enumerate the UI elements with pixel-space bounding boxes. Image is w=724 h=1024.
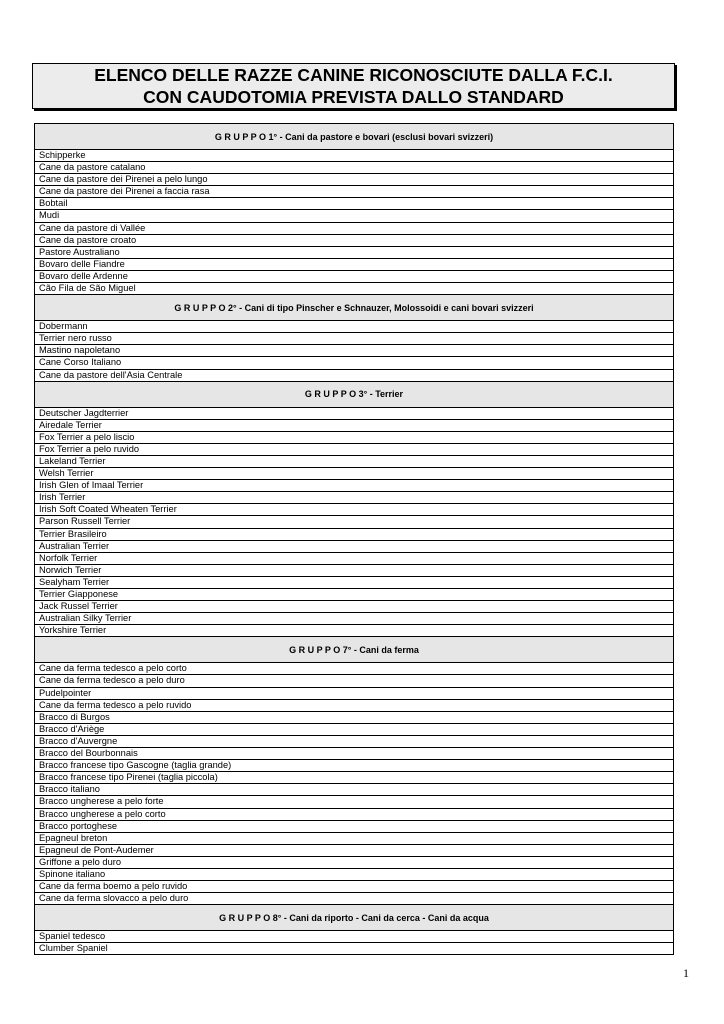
breed-row: Irish Glen of Imaal Terrier xyxy=(35,480,673,492)
breed-row: Bovaro delle Ardenne xyxy=(35,271,673,283)
breed-row: Cane da pastore catalano xyxy=(35,162,673,174)
breed-row: Pastore Australiano xyxy=(35,247,673,259)
breed-row: Spaniel tedesco xyxy=(35,931,673,943)
breed-row: Bracco portoghese xyxy=(35,821,673,833)
breed-row: Bracco italiano xyxy=(35,784,673,796)
breed-row: Fox Terrier a pelo liscio xyxy=(35,432,673,444)
breed-row: Bracco d'Auvergne xyxy=(35,736,673,748)
breed-row: Spinone italiano xyxy=(35,869,673,881)
breed-row: Epagneul breton xyxy=(35,833,673,845)
breed-row: Welsh Terrier xyxy=(35,468,673,480)
document-title-line-1: ELENCO DELLE RAZZE CANINE RICONOSCIUTE DALLA F.C.I. xyxy=(94,65,613,85)
breed-row: Bracco del Bourbonnais xyxy=(35,748,673,760)
page-number: 1 xyxy=(683,966,689,980)
breed-row: Bobtail xyxy=(35,198,673,210)
breed-row: Griffone a pelo duro xyxy=(35,857,673,869)
breed-row: Bovaro delle Fiandre xyxy=(35,259,673,271)
breed-row: Deutscher Jagdterrier xyxy=(35,408,673,420)
breed-row: Bracco di Burgos xyxy=(35,712,673,724)
breed-row: Australian Terrier xyxy=(35,541,673,553)
breed-row: Cane da ferma tedesco a pelo ruvido xyxy=(35,700,673,712)
breed-row: Irish Terrier xyxy=(35,492,673,504)
breed-table xyxy=(34,123,674,955)
breed-row: Mudi xyxy=(35,210,673,222)
breed-row: Airedale Terrier xyxy=(35,420,673,432)
breed-row: Pudelpointer xyxy=(35,688,673,700)
breed-row: Clumber Spaniel xyxy=(35,943,673,955)
breed-row: Sealyham Terrier xyxy=(35,577,673,589)
group-header: G R U P P O 2° - Cani di tipo Pinscher e Schnauzer, Molossoidi e cani bovari svizzeri xyxy=(35,295,673,321)
breed-row: Cane da ferma boemo a pelo ruvido xyxy=(35,881,673,893)
breed-row: Terrier Giapponese xyxy=(35,589,673,601)
breed-row: Bracco ungherese a pelo forte xyxy=(35,796,673,808)
group-header: G R U P P O 7° - Cani da ferma xyxy=(35,637,673,663)
breed-row: Dobermann xyxy=(35,321,673,333)
breed-row: Terrier Brasileiro xyxy=(35,529,673,541)
breed-row: Bracco francese tipo Gascogne (taglia grande) xyxy=(35,760,673,772)
breed-row: Norfolk Terrier xyxy=(35,553,673,565)
breed-row: Cane da pastore dell'Asia Centrale xyxy=(35,370,673,382)
breed-row: Yorkshire Terrier xyxy=(35,625,673,637)
breed-row: Cane da ferma slovacco a pelo duro xyxy=(35,893,673,905)
breed-row: Bracco ungherese a pelo corto xyxy=(35,809,673,821)
breed-row: Cane da pastore di Vallée xyxy=(35,223,673,235)
breed-row: Terrier nero russo xyxy=(35,333,673,345)
breed-row: Cane da ferma tedesco a pelo corto xyxy=(35,663,673,675)
breed-row: Cane da pastore croato xyxy=(35,235,673,247)
document-title-line-2: CON CAUDOTOMIA PREVISTA DALLO STANDARD xyxy=(143,87,564,107)
document-title-box xyxy=(32,63,675,109)
breed-row: Epagneul de Pont-Audemer xyxy=(35,845,673,857)
breed-row: Norwich Terrier xyxy=(35,565,673,577)
breed-row: Irish Soft Coated Wheaten Terrier xyxy=(35,504,673,516)
breed-row: Jack Russel Terrier xyxy=(35,601,673,613)
breed-row: Cane da pastore dei Pirenei a faccia rasa xyxy=(35,186,673,198)
breed-row: Fox Terrier a pelo ruvido xyxy=(35,444,673,456)
group-header: G R U P P O 8° - Cani da riporto - Cani da cerca - Cani da acqua xyxy=(35,905,673,931)
group-header: G R U P P O 3° - Terrier xyxy=(35,382,673,408)
breed-row: Australian Silky Terrier xyxy=(35,613,673,625)
breed-row: Lakeland Terrier xyxy=(35,456,673,468)
breed-row: Cane da pastore dei Pirenei a pelo lungo xyxy=(35,174,673,186)
breed-row: Mastino napoletano xyxy=(35,345,673,357)
breed-row: Schipperke xyxy=(35,150,673,162)
breed-row: Cane da ferma tedesco a pelo duro xyxy=(35,675,673,687)
breed-row: Cão Fila de São Miguel xyxy=(35,283,673,295)
breed-row: Bracco francese tipo Pirenei (taglia piccola) xyxy=(35,772,673,784)
group-header: G R U P P O 1° - Cani da pastore e bovari (esclusi bovari svizzeri) xyxy=(35,124,673,150)
breed-row: Parson Russell Terrier xyxy=(35,516,673,528)
breed-row: Bracco d'Ariège xyxy=(35,724,673,736)
breed-row: Cane Corso Italiano xyxy=(35,357,673,369)
